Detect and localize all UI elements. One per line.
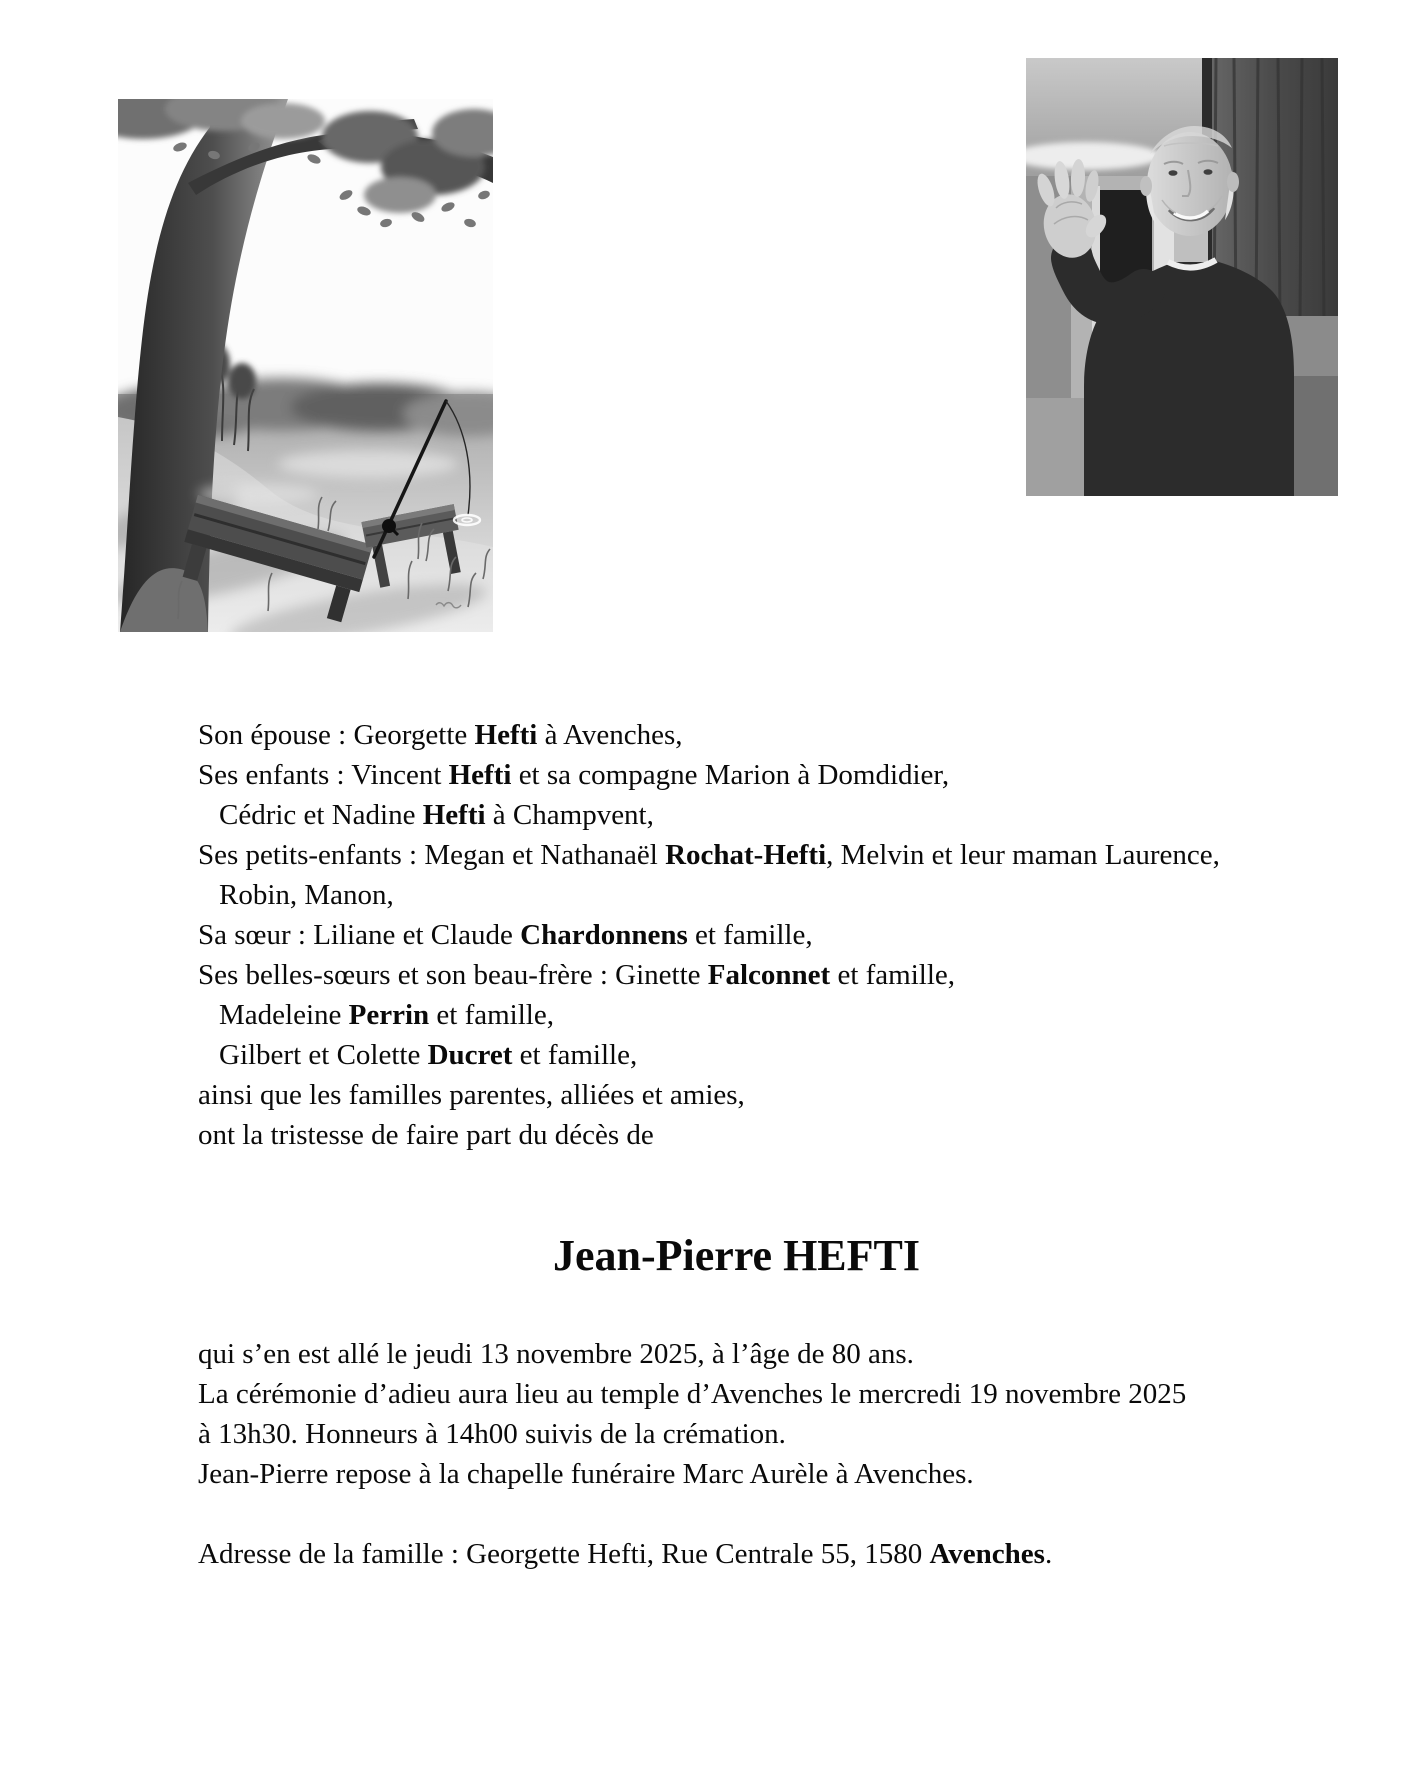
text-segment: Jean-Pierre repose à la chapelle funéraire Marc Aurèle à Avenches.	[198, 1458, 974, 1490]
text-segment: La cérémonie d’adieu aura lieu au temple d’Avenches le mercredi 19 novembre 2025	[198, 1378, 1187, 1410]
surname-bold: Hefti	[422, 799, 486, 831]
family-address	[198, 1534, 1052, 1574]
text-line	[198, 955, 1220, 995]
text-line	[198, 1534, 1052, 1574]
text-line	[198, 1035, 1220, 1075]
text-segment: et famille,	[830, 959, 956, 991]
text-segment: Cédric et Nadine	[219, 799, 423, 831]
ceremony-details	[198, 1334, 1186, 1494]
portrait-photo	[1026, 58, 1338, 496]
text-segment: Son épouse : Georgette	[198, 719, 475, 751]
surname-bold: Falconnet	[707, 959, 831, 991]
text-segment: Adresse de la famille : Georgette Hefti, Rue Centrale 55, 1580	[198, 1538, 930, 1570]
text-line	[198, 915, 1220, 955]
text-line	[198, 1414, 1186, 1454]
surname-bold: Ducret	[427, 1039, 513, 1071]
text-line	[198, 1334, 1186, 1374]
text-segment: à Avenches,	[537, 719, 683, 751]
text-line	[198, 1115, 1220, 1155]
deceased-name: Jean-Pierre HEFTI	[553, 1231, 920, 1280]
text-segment: Sa sœur : Liliane et Claude	[198, 919, 521, 951]
text-segment: ont la tristesse de faire part du décès de	[198, 1119, 654, 1151]
text-segment: Robin, Manon,	[219, 879, 394, 911]
text-segment: .	[1044, 1538, 1053, 1570]
text-segment: Madeleine	[219, 999, 349, 1031]
text-segment: Ses enfants : Vincent	[198, 759, 449, 791]
text-segment: , Melvin et leur maman Laurence,	[826, 839, 1220, 871]
text-line	[198, 755, 1220, 795]
surname-bold: Hefti	[448, 759, 512, 791]
text-line	[198, 995, 1220, 1035]
text-segment: qui s’en est allé le jeudi 13 novembre 2025, à l’âge de 80 ans.	[198, 1338, 914, 1370]
text-segment: ainsi que les familles parentes, alliées et amies,	[198, 1079, 745, 1111]
text-segment: et famille,	[687, 919, 813, 951]
text-segment: et famille,	[429, 999, 554, 1031]
text-segment: à Champvent,	[485, 799, 654, 831]
text-segment: à 13h30. Honneurs à 14h00 suivis de la crémation.	[198, 1418, 786, 1450]
text-line	[198, 1075, 1220, 1115]
text-line	[198, 795, 1220, 835]
text-segment: Ses belles-sœurs et son beau-frère : Ginette	[198, 959, 708, 991]
surname-bold: Rochat-Hefti	[665, 839, 827, 871]
text-line	[198, 835, 1220, 875]
surname-bold: Perrin	[348, 999, 430, 1031]
text-line	[198, 1454, 1186, 1494]
surname-bold: Avenches	[929, 1538, 1045, 1570]
surname-bold: Hefti	[474, 719, 538, 751]
lakeside-illustration	[118, 99, 493, 632]
text-segment: Gilbert et Colette	[219, 1039, 428, 1071]
text-segment: et famille,	[512, 1039, 638, 1071]
text-line	[198, 715, 1220, 755]
text-line	[198, 1374, 1186, 1414]
surname-bold: Chardonnens	[520, 919, 688, 951]
family-list	[198, 715, 1220, 1155]
text-line	[198, 875, 1220, 915]
text-segment: et sa compagne Marion à Domdidier,	[511, 759, 950, 791]
text-segment: Ses petits-enfants : Megan et Nathanaël	[198, 839, 666, 871]
